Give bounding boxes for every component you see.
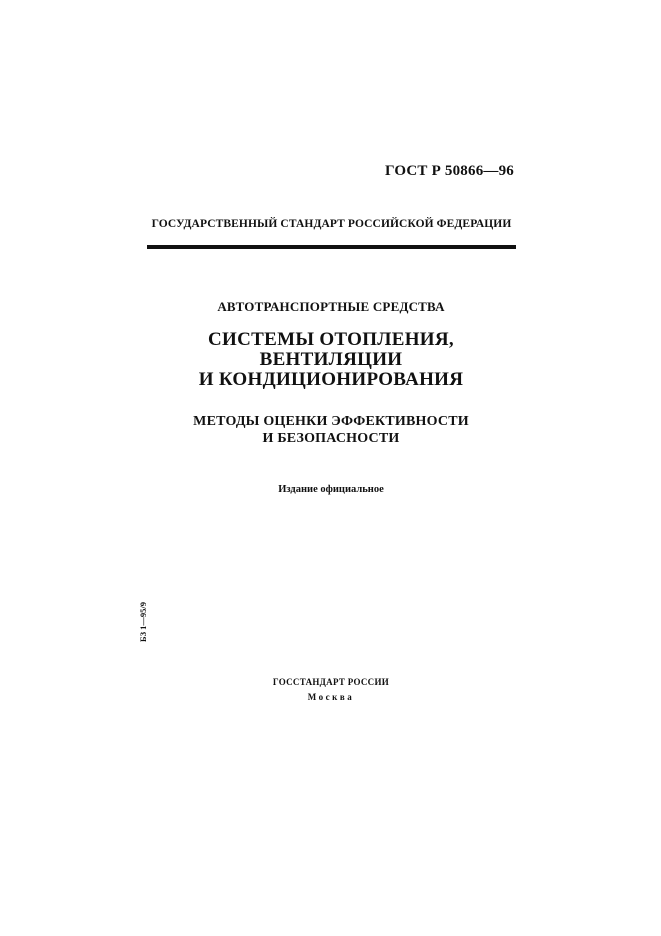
subtitle [131,413,531,447]
subtitle-line: МЕТОДЫ ОЦЕНКИ ЭФФЕКТИВНОСТИ [193,414,469,429]
publisher: ГОССТАНДАРТ РОССИИ [272,677,390,687]
main-title [131,330,531,390]
main-title-line: И КОНДИЦИОНИРОВАНИЯ [198,369,464,390]
subtitle-line: И БЕЗОПАСНОСТИ [262,431,400,446]
category-heading: АВТОТРАНСПОРТНЫЕ СРЕДСТВА [217,299,445,314]
publication-city: Москва [307,692,355,702]
standard-header: ГОСУДАРСТВЕННЫЙ СТАНДАРТ РОССИЙСКОЙ ФЕДЕРАЦИИ [151,218,512,230]
main-title-line: СИСТЕМЫ ОТОПЛЕНИЯ, [208,329,454,350]
main-title-line: ВЕНТИЛЯЦИИ [259,349,403,370]
header-rule [147,245,516,249]
document-number: ГОСТ Р 50866—96 [384,163,514,179]
side-code: БЗ 1—95/9 [138,601,148,643]
edition-label: Издание официальное [278,484,384,495]
